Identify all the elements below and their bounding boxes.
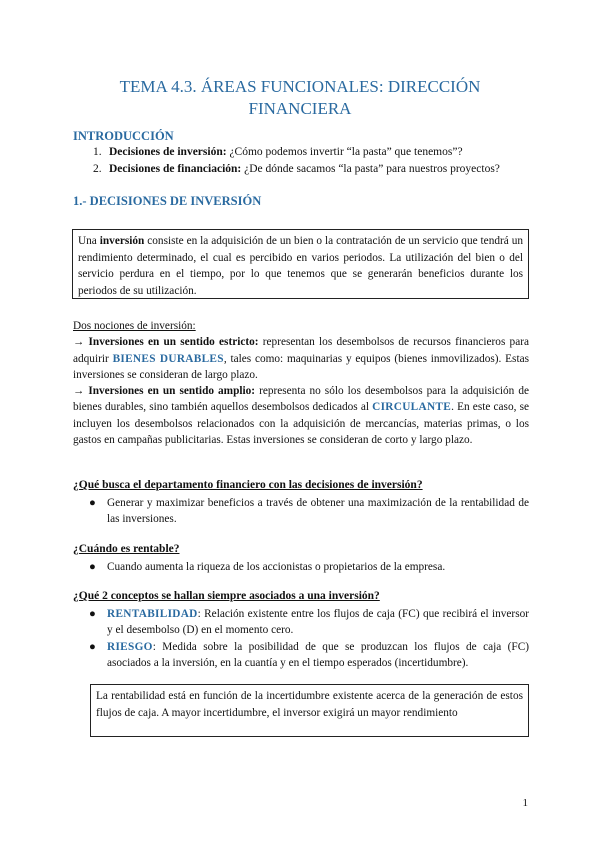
notion-strict-text: representan los desembolsos de recursos financieros para adquirir (73, 336, 529, 365)
bullet-dot-icon: ● (89, 641, 96, 653)
arrow-right-icon: → (73, 385, 89, 398)
definition-pre: Una (78, 235, 100, 247)
notion-broad-emphasis: CIRCULANTE (372, 401, 452, 414)
intro-item-1-text: ¿Cómo podemos invertir “la pasta” que tenemos”? (226, 146, 463, 158)
note-box: La rentabilidad está en función de la incertidumbre existente acerca de la generación de estos flujos de caja. A mayor incertidumbre, el inversor exigirá un mayor rendimiento (90, 684, 529, 737)
bullet-dot-icon: ● (89, 497, 96, 509)
question-1: ¿Qué busca el departamento financiero con las decisiones de inversión? (73, 479, 423, 491)
question-3-bullet-1 (89, 606, 529, 639)
notions-label: Dos nociones de inversión: (73, 320, 196, 332)
title-line-1: TEMA 4.3. ÁREAS FUNCIONALES: DIRECCIÓN (119, 77, 481, 96)
question-2-bullet (89, 559, 529, 575)
section-1-heading: 1.- DECISIONES DE INVERSIÓN (73, 194, 262, 208)
question-3-bullet-1-text (107, 606, 529, 639)
title-line-2: FINANCIERA (248, 99, 352, 118)
notion-broad-title: Inversiones en un sentido amplio: (88, 385, 256, 398)
rentabilidad-definition: : Relación existente entre los flujos de caja (FC) que recibirá el inversor y el desembolso (D) en el momento cero. (107, 608, 529, 637)
notion-strict (73, 334, 529, 383)
definition-term: inversión (99, 235, 145, 247)
intro-item-1-number: 1. (93, 146, 102, 158)
notion-broad (73, 383, 529, 448)
question-3-bullet-2-text (107, 639, 529, 672)
arrow-right-icon: → (73, 336, 89, 349)
riesgo-term: RIESGO (107, 641, 153, 653)
question-1-bullet (89, 495, 529, 528)
intro-item-2-text: ¿De dónde sacamos “la pasta” para nuestros proyectos? (241, 163, 500, 175)
definition-text: consiste en la adquisición de un bien o la contratación de un servicio que tendrá un rendimiento determinado, el cual es percibido en varios periodos. La utilización del bien o del servicio perdura en el tiempo, por lo que tenemos que se generarán beneficios durante los periodos de su utilización. (78, 235, 523, 297)
definition-box (72, 229, 529, 299)
notion-strict-text-2: , tales como: maquinarias y equipos (bienes inmovilizados). Estas inversiones se consideran de largo plazo. (73, 352, 529, 381)
notion-broad-text-2: . En este caso, se incluyen los desembolsos relacionados con la adquisición de mercancías, materias primas, o los gastos en campañas publicitarias. Estas inversiones se consideran de corto y largo plazo. (73, 401, 529, 447)
question-1-bullet-text: Generar y maximizar beneficios a través de obtener una maximización de la rentabilidad de las inversiones. (107, 497, 529, 526)
page-number: 1 (522, 797, 528, 809)
intro-item-2-number: 2. (93, 163, 102, 175)
question-3-bullet-2 (89, 639, 529, 672)
intro-item-1-bold: Decisiones de inversión: (109, 146, 227, 158)
rentabilidad-term: RENTABILIDAD (107, 608, 198, 620)
question-2: ¿Cuándo es rentable? (73, 543, 180, 555)
page-title (60, 76, 540, 120)
bullet-dot-icon: ● (89, 608, 96, 620)
intro-item-1 (93, 146, 463, 158)
intro-item-2-bold: Decisiones de financiación: (109, 163, 242, 175)
notion-strict-title: Inversiones en un sentido estricto: (88, 336, 259, 349)
notion-broad-text: representa no sólo los desembolsos para la adquisición de bienes durables, sino también aquellos desembolsos dedicados al (73, 385, 529, 414)
bullet-dot-icon: ● (89, 561, 96, 573)
question-3: ¿Qué 2 conceptos se hallan siempre asociados a una inversión? (73, 590, 380, 602)
question-2-bullet-text: Cuando aumenta la riqueza de los accionistas o propietarios de la empresa. (107, 561, 446, 573)
riesgo-definition: : Medida sobre la posibilidad de que se produzcan los flujos de caja (FC) asociados a la inversión, en la cuantía y en el tiempo esperados (incertidumbre). (107, 641, 529, 670)
notion-strict-emphasis: BIENES DURABLES (112, 352, 224, 365)
notions-block (73, 318, 529, 448)
intro-item-2 (93, 163, 500, 175)
intro-heading: INTRODUCCIÓN (73, 129, 174, 143)
